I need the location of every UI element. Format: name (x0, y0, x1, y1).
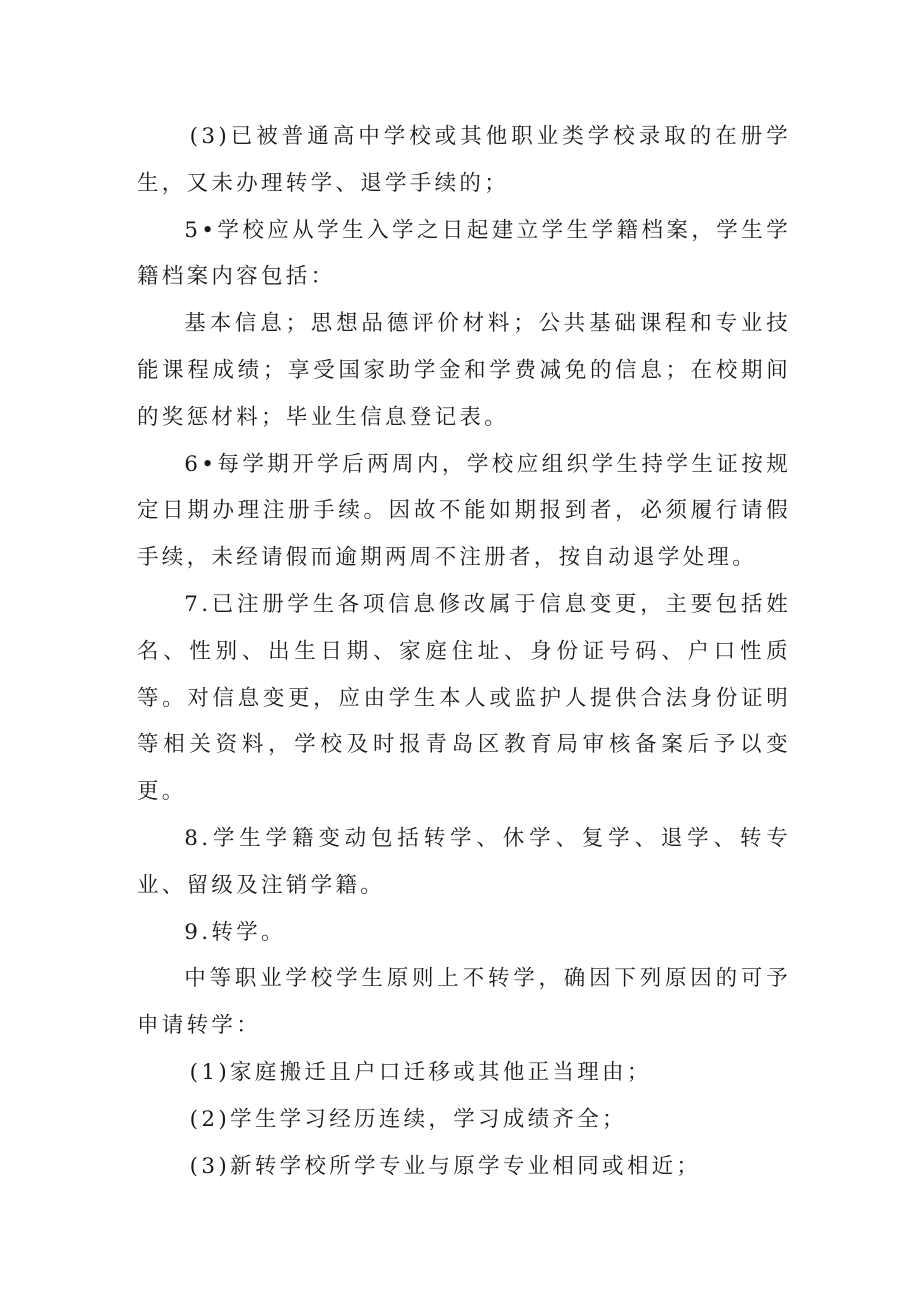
paragraph-item-3-same-major: (3)新转学校所学专业与原学专业相同或相近； (189, 1153, 702, 1179)
paragraph-transfer-principle: 中等职业学校学生原则上不转学，确因下列原因的可予申请转学： (137, 966, 791, 1039)
paragraph-student-file: 5•学校应从学生入学之日起建立学生学籍档案，学生学籍档案内容包括： (137, 217, 791, 290)
paragraph-transfer-heading: 9.转学。 (184, 919, 286, 945)
paragraph-item-1-relocation: (1)家庭搬迁且户口迁移或其他正当理由； (189, 1059, 652, 1085)
paragraph-registration: 6•每学期开学后两周内，学校应组织学生持学生证按规定日期办理注册手续。因故不能如期报到者，必须履行请假手续，未经请假而逾期两周不注册者，按自动退学处理。 (137, 451, 791, 571)
paragraph-item-2-continuous-study: (2)学生学习经历连续，学习成绩齐全； (189, 1106, 627, 1132)
paragraph-file-contents: 基本信息；思想品德评价材料；公共基础课程和专业技能课程成绩；享受国家助学金和学费减免的信息；在校期间的奖惩材料；毕业生信息登记表。 (137, 311, 791, 430)
paragraph-info-change: 7.已注册学生各项信息修改属于信息变更，主要包括姓名、性别、出生日期、家庭住址、身份证号码、户口性质等。对信息变更，应由学生本人或监护人提供合法身份证明等相关资料，学校及时报青岛区教育局审核备案后予以变更。 (137, 591, 791, 805)
paragraph-status-change: 8.学生学籍变动包括转学、休学、复学、退学、转专业、留级及注销学籍。 (137, 825, 791, 898)
paragraph-item-3-admitted-elsewhere: (3)已被普通高中学校或其他职业类学校录取的在册学生，又未办理转学、退学手续的； (137, 124, 791, 196)
document-body (137, 114, 791, 1190)
